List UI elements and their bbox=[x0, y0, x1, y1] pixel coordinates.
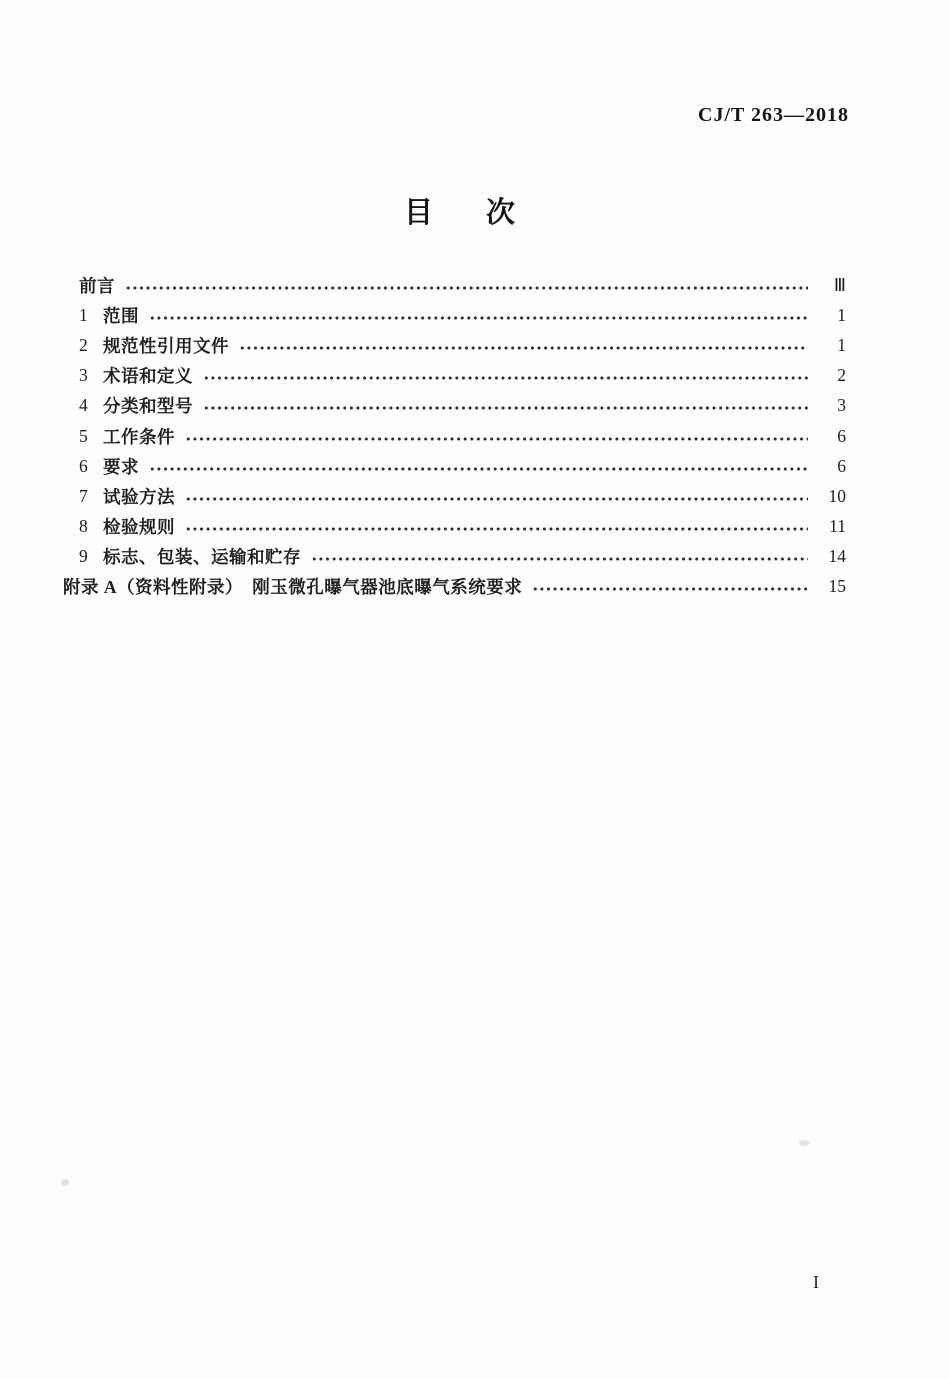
dot-leader bbox=[125, 285, 808, 291]
footer-page-number: I bbox=[813, 1272, 819, 1292]
toc-item-label: 前言 bbox=[79, 275, 115, 296]
toc-item-number: 2 bbox=[79, 334, 88, 355]
toc-item-label: 规范性引用文件 bbox=[103, 335, 229, 356]
toc-row bbox=[63, 572, 846, 602]
toc-page-number: 2 bbox=[837, 365, 846, 386]
toc-page-number: 3 bbox=[837, 395, 846, 416]
toc-page-number: Ⅲ bbox=[833, 274, 846, 295]
toc-item-number: 5 bbox=[79, 425, 88, 446]
toc-item-label: 术语和定义 bbox=[103, 366, 193, 387]
toc-item-number: 6 bbox=[79, 455, 88, 476]
dot-leader bbox=[239, 345, 808, 351]
toc-item-number: 4 bbox=[79, 395, 88, 416]
toc-item-number: 7 bbox=[79, 485, 88, 506]
dot-leader bbox=[185, 526, 808, 532]
toc-item-number: 3 bbox=[79, 365, 88, 386]
toc-page-number: 10 bbox=[828, 485, 846, 506]
scan-speck bbox=[799, 1140, 810, 1146]
toc-row bbox=[63, 300, 846, 330]
toc-item-label: 检验规则 bbox=[103, 517, 175, 538]
toc-page-number: 14 bbox=[828, 546, 846, 567]
toc-page-number: 15 bbox=[828, 576, 846, 597]
toc-list bbox=[63, 270, 846, 602]
toc-row bbox=[63, 391, 846, 421]
page-title: 目 次 bbox=[403, 197, 527, 229]
toc-item-label: 要求 bbox=[103, 456, 139, 477]
dot-leader bbox=[149, 466, 808, 472]
toc-item-number: 9 bbox=[79, 546, 88, 567]
scan-speck bbox=[61, 1179, 69, 1186]
toc-row bbox=[63, 481, 846, 511]
dot-leader bbox=[311, 556, 808, 562]
header-doc-code: CJ/T 263—2018 bbox=[698, 104, 849, 126]
toc-item-number: 8 bbox=[79, 516, 88, 537]
toc-row bbox=[63, 330, 846, 360]
dot-leader bbox=[532, 586, 808, 592]
dot-leader bbox=[203, 405, 808, 411]
toc-item-label: 工作条件 bbox=[103, 426, 175, 447]
toc-item-label: 标志、包装、运输和贮存 bbox=[103, 547, 301, 568]
toc-row bbox=[63, 361, 846, 391]
toc-row bbox=[63, 542, 846, 572]
dot-leader bbox=[203, 375, 808, 381]
toc-page-number: 1 bbox=[837, 334, 846, 355]
toc-page-number: 6 bbox=[837, 425, 846, 446]
toc-item-label: 范围 bbox=[103, 305, 139, 326]
toc-item-number: 1 bbox=[79, 304, 88, 325]
dot-leader bbox=[185, 496, 808, 502]
toc-item-label: 分类和型号 bbox=[103, 396, 193, 417]
toc-item-label: 附录 A（资料性附录） 刚玉微孔曝气器池底曝气系统要求 bbox=[63, 577, 523, 598]
toc-row bbox=[63, 512, 846, 542]
toc-row bbox=[63, 451, 846, 481]
toc-page-number: 11 bbox=[829, 516, 846, 537]
toc-item-label: 试验方法 bbox=[103, 486, 175, 507]
dot-leader bbox=[185, 436, 808, 442]
toc-row bbox=[63, 270, 846, 300]
toc-page-number: 1 bbox=[837, 304, 846, 325]
toc-row bbox=[63, 421, 846, 451]
dot-leader bbox=[149, 315, 808, 321]
toc-page-number: 6 bbox=[837, 455, 846, 476]
